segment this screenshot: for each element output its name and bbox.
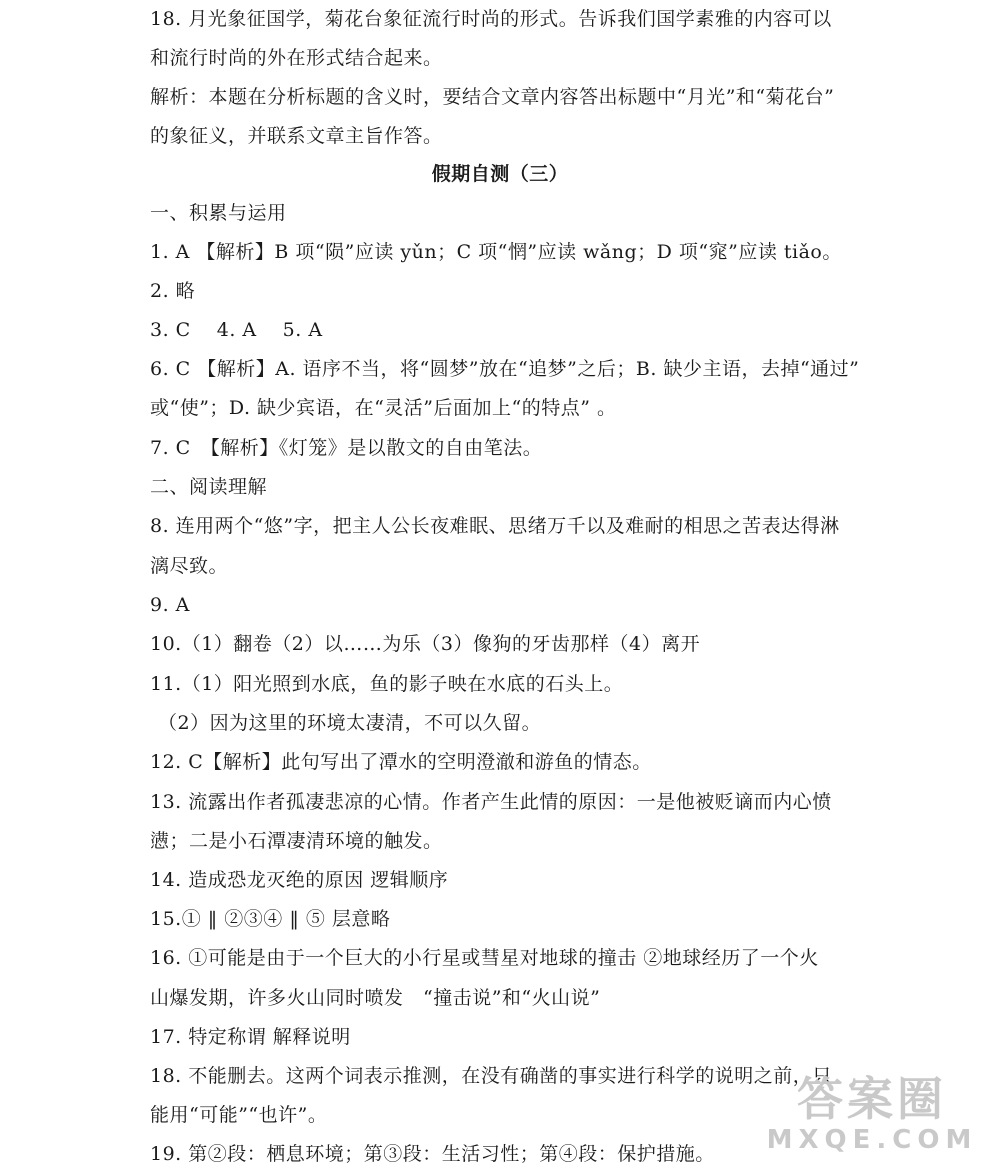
answer-line: 8. 连用两个“悠”字，把主人公长夜难眠、思绪万千以及难耐的相思之苦表达得淋: [150, 515, 840, 537]
answer-line: （2）因为这里的环境太凄清，不可以久留。: [158, 712, 542, 734]
answer-line: 6. C 【解析】A. 语序不当，将“圆梦”放在“追梦”之后；B. 缺少主语，去掉“通过”: [150, 358, 860, 380]
answer-line: 17. 特定称谓 解释说明: [150, 1026, 351, 1048]
answer-line: 能用“可能”“也许”。: [150, 1104, 328, 1126]
section-heading: 二、阅读理解: [150, 476, 268, 498]
answer-line: 2. 略: [150, 280, 196, 302]
answer-line: 懑；二是小石潭凄清环境的触发。: [150, 830, 443, 852]
answer-line: 7. C 【解析】《灯笼》是以散文的自由笔法。: [150, 437, 543, 459]
answer-line: 14. 造成恐龙灭绝的原因 逻辑顺序: [150, 869, 449, 891]
answer-line: 18. 月光象征国学，菊花台象征流行时尚的形式。告诉我们国学素雅的内容可以: [150, 8, 832, 30]
answer-line: 9. A: [150, 594, 190, 616]
answer-line: 11.（1）阳光照到水底，鱼的影子映在水底的石头上。: [150, 673, 624, 695]
answer-line: 1. A 【解析】B 项“陨”应读 yǔn；C 项“惘”应读 wǎng；D 项“窕”应读 tiǎo。: [150, 241, 842, 263]
answer-line: 18. 不能删去。这两个词表示推测，在没有确凿的事实进行科学的说明之前，只: [150, 1065, 832, 1087]
answer-line: 山爆发期，许多火山同时喷发 “撞击说”和“火山说”: [150, 987, 601, 1009]
answer-line: 15.① ‖ ②③④ ‖ ⑤ 层意略: [150, 908, 391, 930]
watermark-logo-text: 答案圈: [797, 1072, 947, 1126]
section-title: 假期自测（三）: [431, 163, 569, 185]
answer-line: 19. 第②段：栖息环境；第③段：生活习性；第④段：保护措施。: [150, 1143, 715, 1165]
answer-line: 解析：本题在分析标题的含义时，要结合文章内容答出标题中“月光”和“菊花台”: [150, 86, 835, 108]
answer-line: 12. C【解析】此句写出了潭水的空明澄澈和游鱼的情态。: [150, 751, 652, 773]
answer-line: 和流行时尚的外在形式结合起来。: [150, 47, 443, 69]
watermark-domain: MXQE.COM: [766, 1125, 978, 1155]
answer-line: 或“使”；D. 缺少宾语，在“灵活”后面加上“的特点” 。: [150, 397, 617, 419]
site-watermark: [762, 1073, 982, 1163]
answer-line: 13. 流露出作者孤凄悲凉的心情。作者产生此情的原因：一是他被贬谪而内心愤: [150, 791, 832, 813]
answer-line: 3. C 4. A 5. A: [150, 319, 323, 341]
answer-line: 漓尽致。: [150, 555, 229, 577]
answer-line: 10.（1）翻卷（2）以……为乐（3）像狗的牙齿那样（4）离开: [150, 633, 701, 655]
answer-line: 16. ①可能是由于一个巨大的小行星或彗星对地球的撞击 ②地球经历了一个火: [150, 947, 819, 969]
answer-line: 的象征义，并联系文章主旨作答。: [150, 125, 443, 147]
section-heading: 一、积累与运用: [150, 202, 287, 224]
